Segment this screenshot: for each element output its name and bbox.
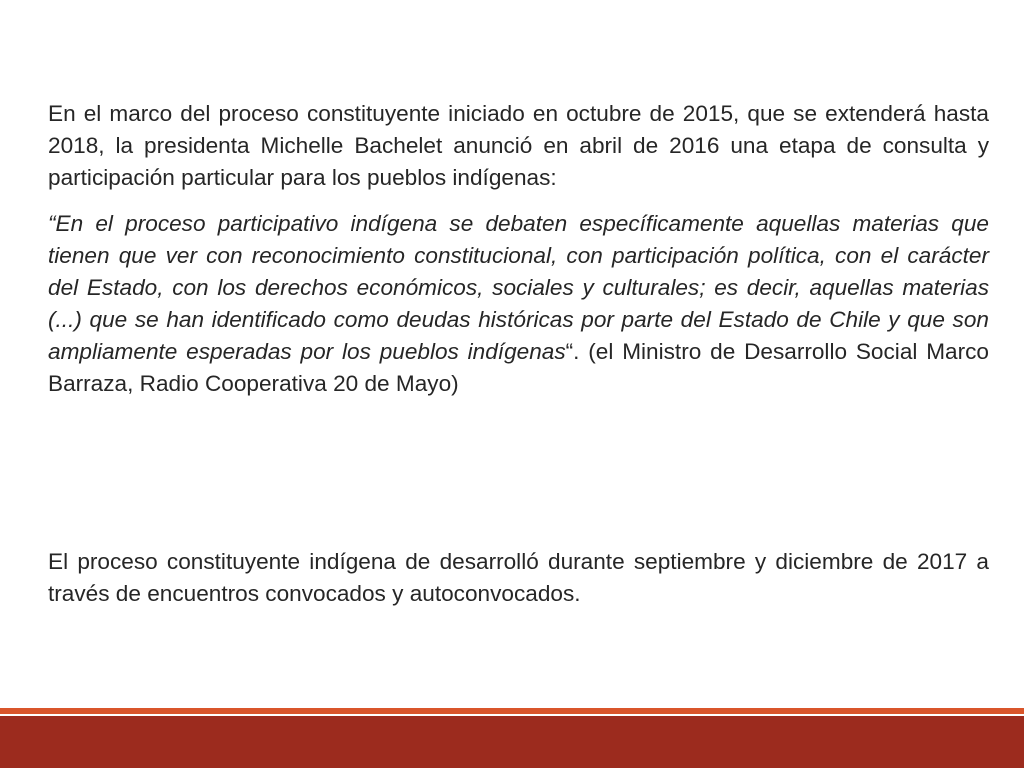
quote-paragraph <box>48 208 989 400</box>
closing-paragraph: El proceso constituyente indígena de desarrolló durante septiembre y diciembre de 2017 a través de encuentros convocados y autoconvocados. <box>48 549 989 606</box>
footer-accent-bar <box>0 716 1024 768</box>
footer-accent-line <box>0 708 1024 714</box>
quote-text: “En el proceso participativo indígena se debaten específicamente aquellas materias que tienen que ver con reconocimiento constitucional, con participación política, con el carácter del Estado, con los derechos económicos, sociales y culturales; es decir, aquellas materias (...) que se han identificado como deudas históricas por parte del Estado de Chile y que son ampliamente esperadas por los pueblos indígenas <box>48 211 989 364</box>
quote-attribution: “. (el Ministro de Desarrollo Social Marco Barraza, Radio Cooperativa 20 de Mayo) <box>48 339 989 396</box>
intro-paragraph: En el marco del proceso constituyente iniciado en octubre de 2015, que se extenderá hasta 2018, la presidenta Michelle Bachelet anunció en abril de 2016 una etapa de consulta y participación particular para los pueblos indígenas: <box>48 101 989 190</box>
slide-body <box>48 98 989 400</box>
